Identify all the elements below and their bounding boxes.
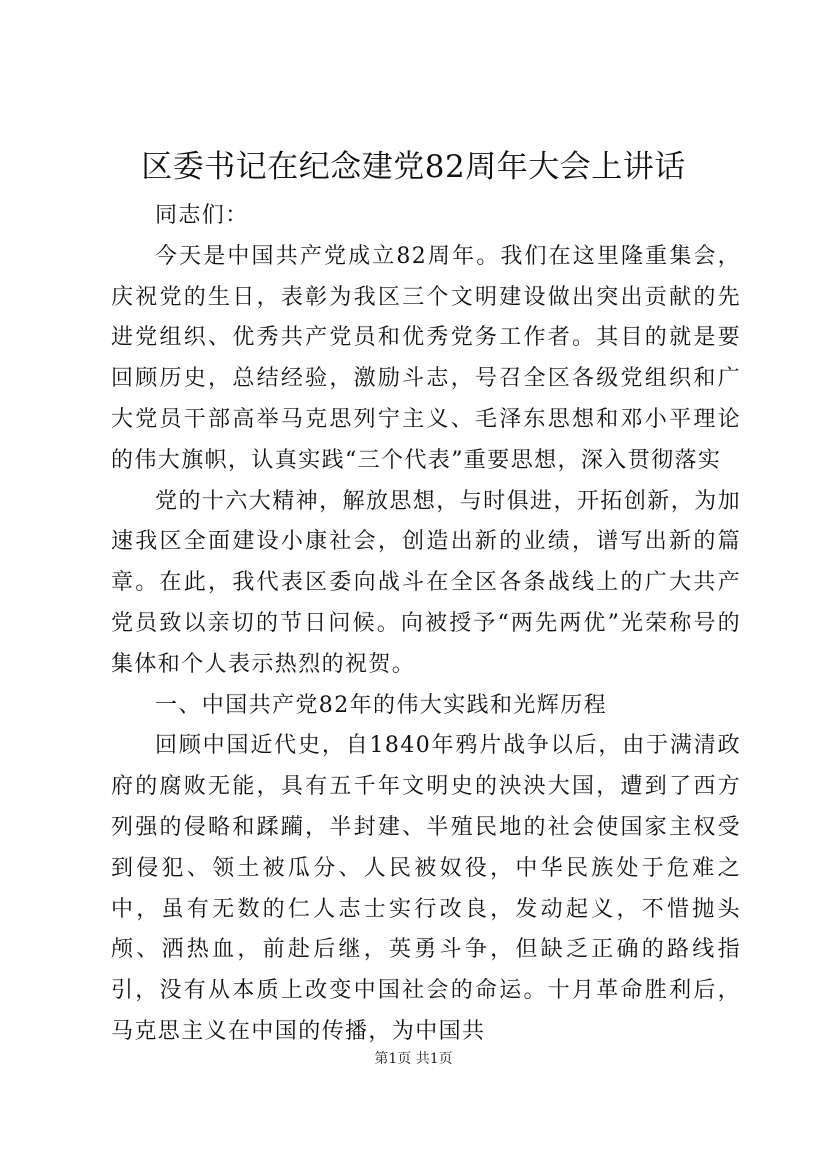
document-body xyxy=(111,196,741,1053)
document-title: 区委书记在纪念建党82周年大会上讲话 xyxy=(141,149,686,185)
page-footer: 第1页 共1页 xyxy=(374,1051,453,1067)
body-paragraph: 回顾中国近代史，自1840年鸦片战争以后，由于满清政府的腐败无能，具有五千年文明史的泱泱大国，遭到了西方列强的侵略和蹂躏，半封建、半殖民地的社会使国家主权受到侵犯、领土被瓜分、人民被奴役，中华民族处于危难之中，虽有无数的仁人志士实行改良，发动起义，不惜抛头颅、洒热血，前赴后继，英勇斗争，但缺乏正确的路线指引，没有从本质上改变中国社会的命运。十月革命胜利后，马克思主义在中国的传播，为中国共 xyxy=(111,733,741,1044)
body-paragraph: 今天是中国共产党成立82周年。我们在这里隆重集会，庆祝党的生日，表彰为我区三个文明建设做出突出贡献的先进党组织、优秀共产党员和优秀党务工作者。其目的就是要回顾历史，总结经验，激励斗志，号召全区各级党组织和广大党员干部高举马克思列宁主义、毛泽东思想和邓小平理论的伟大旗帜，认真实践“三个代表”重要思想，深入贯彻落实 xyxy=(111,243,741,473)
body-paragraph: 党的十六大精神，解放思想，与时俱进，开拓创新，为加速我区全面建设小康社会，创造出新的业绩，谱写出新的篇章。在此，我代表区委向战斗在全区各条战线上的广大共产党员致以亲切的节日问候。向被授予“两先两优”光荣称号的集体和个人表示热烈的祝贺。 xyxy=(111,488,741,677)
section-heading: 一、中国共产党82年的伟大实践和光辉历程 xyxy=(155,692,607,718)
salutation-paragraph: 同志们： xyxy=(155,203,249,228)
